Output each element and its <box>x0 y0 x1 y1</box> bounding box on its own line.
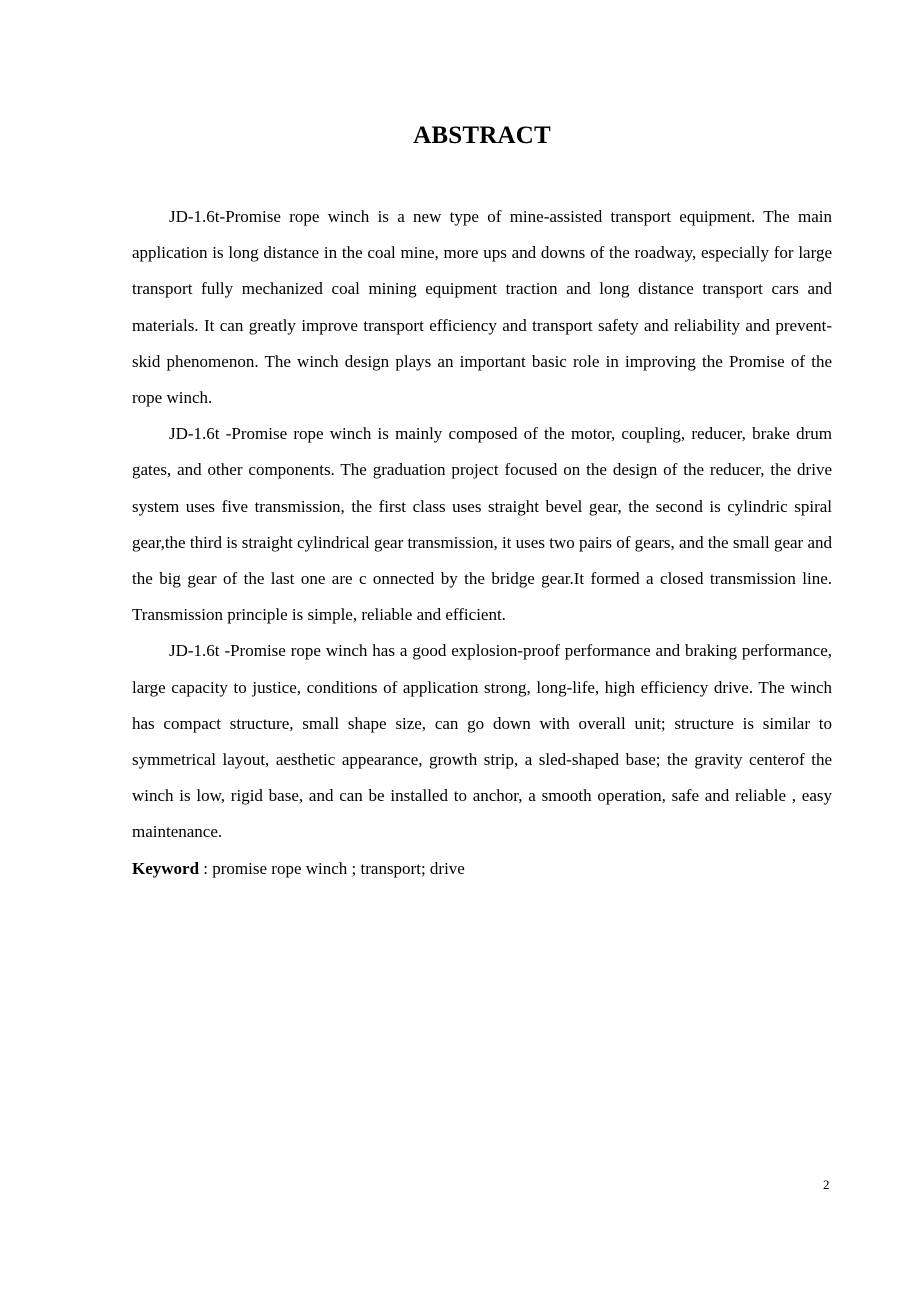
abstract-paragraph: JD-1.6t -Promise rope winch is mainly composed of the motor, coupling, reducer, brake drum gates, and other components. The graduation project focused on the design of the reducer, the drive system uses five transmission, the first class uses straight bevel gear, the second is cylindric spiral gear,the third is straight cylindrical gear transmission, it uses two pairs of gears, and the small gear and the big gear of the last one are c onnected by the bridge gear.It formed a closed transmission line. Transmission principle is simple, reliable and efficient. <box>132 424 832 625</box>
abstract-paragraph: JD-1.6t -Promise rope winch has a good explosion-proof performance and braking performance, large capacity to justice, conditions of application strong, long-life, high efficiency drive. The winch has compact structure, small shape size, can go down with overall unit; structure is similar to symmetrical layout, aesthetic appearance, growth strip, a sled-shaped base; the gravity centerof the winch is low, rigid base, and can be installed to anchor, a smooth operation, safe and reliable , easy maintenance. <box>132 641 832 842</box>
keyword-line <box>132 851 832 887</box>
page-number: 2 <box>823 1177 830 1192</box>
keyword-text: : promise rope winch ; transport; drive <box>199 858 465 878</box>
page-title: ABSTRACT <box>413 122 551 149</box>
abstract-body <box>132 199 832 887</box>
keyword-label: Keyword <box>132 858 200 878</box>
abstract-paragraph: JD-1.6t-Promise rope winch is a new type of mine-assisted transport equipment. The main application is long distance in the coal mine, more ups and downs of the roadway, especially for large transport fully mechanized coal mining equipment traction and long distance transport cars and materials. It can greatly improve transport efficiency and transport safety and reliability and prevent-skid phenomenon. The winch design plays an important basic role in improving the Promise of the rope winch. <box>132 207 832 408</box>
